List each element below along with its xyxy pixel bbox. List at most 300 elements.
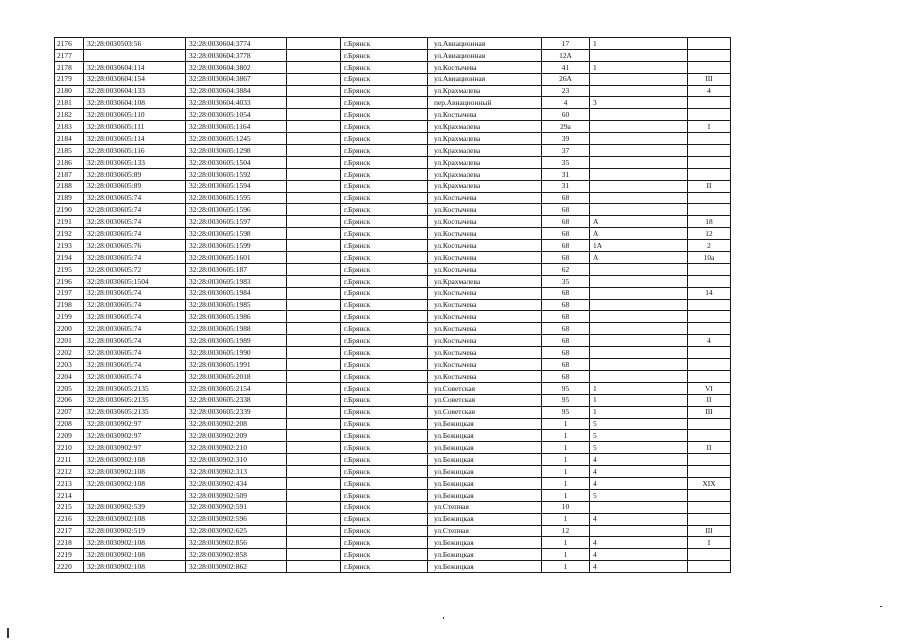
street-cell: ул.Костычева xyxy=(428,287,542,299)
object-cadastral-cell: 32:28:0030605:1991 xyxy=(186,359,287,371)
object-cadastral-cell: 32:28:0030605:1990 xyxy=(186,347,287,359)
city-cell: г.Брянск xyxy=(341,537,428,549)
empty-cell xyxy=(287,180,341,192)
house-number-cell: 4 xyxy=(542,97,590,109)
apartment-cell xyxy=(688,97,731,109)
row-number-cell: 2193 xyxy=(55,240,84,252)
empty-cell xyxy=(287,252,341,264)
apartment-cell xyxy=(688,192,731,204)
table-row xyxy=(55,97,731,109)
house-number-cell: 1 xyxy=(542,430,590,442)
house-number-cell: 68 xyxy=(542,228,590,240)
apartment-cell: 18 xyxy=(688,216,731,228)
object-cadastral-cell: 32:28:0030902:596 xyxy=(186,513,287,525)
scan-mark xyxy=(7,628,9,638)
city-cell: г.Брянск xyxy=(341,61,428,73)
city-cell: г.Брянск xyxy=(341,454,428,466)
house-number-cell: 1 xyxy=(542,442,590,454)
apartment-cell: 4 xyxy=(688,85,731,97)
object-cadastral-cell: 32:28:0030605:1986 xyxy=(186,311,287,323)
apartment-cell xyxy=(688,347,731,359)
building-letter-cell xyxy=(590,121,688,133)
row-number-cell: 2191 xyxy=(55,216,84,228)
table-row xyxy=(55,49,731,61)
table-row xyxy=(55,454,731,466)
empty-cell xyxy=(287,156,341,168)
apartment-cell: 4 xyxy=(688,335,731,347)
building-letter-cell: 4 xyxy=(590,561,688,573)
row-number-cell: 2186 xyxy=(55,156,84,168)
row-number-cell: 2208 xyxy=(55,418,84,430)
building-letter-cell xyxy=(590,85,688,97)
house-number-cell: 12А xyxy=(542,49,590,61)
city-cell: г.Брянск xyxy=(341,192,428,204)
table-row xyxy=(55,382,731,394)
street-cell: ул.Степная xyxy=(428,501,542,513)
empty-cell xyxy=(287,382,341,394)
object-cadastral-cell: 32:28:0030902:209 xyxy=(186,430,287,442)
parcel-cadastral-cell: 32:28:0030605:72 xyxy=(84,263,186,275)
row-number-cell: 2179 xyxy=(55,73,84,85)
object-cadastral-cell: 32:28:0030604:3774 xyxy=(186,38,287,50)
row-number-cell: 2178 xyxy=(55,61,84,73)
empty-cell xyxy=(287,489,341,501)
row-number-cell: 2188 xyxy=(55,180,84,192)
parcel-cadastral-cell: 32:28:0030605:74 xyxy=(84,228,186,240)
street-cell: ул.Костычева xyxy=(428,263,542,275)
table-row xyxy=(55,121,731,133)
empty-cell xyxy=(287,192,341,204)
object-cadastral-cell: 32:28:0030605:1597 xyxy=(186,216,287,228)
building-letter-cell: 4 xyxy=(590,454,688,466)
building-letter-cell: 4 xyxy=(590,549,688,561)
parcel-cadastral-cell: 32:28:0030902:97 xyxy=(84,430,186,442)
apartment-cell: I xyxy=(688,537,731,549)
table-row xyxy=(55,263,731,275)
table-row xyxy=(55,275,731,287)
city-cell: г.Брянск xyxy=(341,121,428,133)
parcel-cadastral-cell: 32:28:0030605:111 xyxy=(84,121,186,133)
row-number-cell: 2209 xyxy=(55,430,84,442)
street-cell: ул.Бежицкая xyxy=(428,513,542,525)
object-cadastral-cell: 32:28:0030605:1595 xyxy=(186,192,287,204)
city-cell: г.Брянск xyxy=(341,49,428,61)
house-number-cell: 1 xyxy=(542,477,590,489)
building-letter-cell: 5 xyxy=(590,489,688,501)
parcel-cadastral-cell: 32:28:0030605:74 xyxy=(84,323,186,335)
city-cell: г.Брянск xyxy=(341,525,428,537)
apartment-cell: 12 xyxy=(688,228,731,240)
apartment-cell xyxy=(688,561,731,573)
parcel-cadastral-cell: 32:28:0030902:97 xyxy=(84,442,186,454)
empty-cell xyxy=(287,561,341,573)
city-cell: г.Брянск xyxy=(341,513,428,525)
apartment-cell: II xyxy=(688,394,731,406)
street-cell: ул.Бежицкая xyxy=(428,549,542,561)
house-number-cell: 1 xyxy=(542,513,590,525)
building-letter-cell xyxy=(590,525,688,537)
apartment-cell xyxy=(688,133,731,145)
parcel-cadastral-cell: 32:28:0030604:108 xyxy=(84,97,186,109)
empty-cell xyxy=(287,109,341,121)
table-row xyxy=(55,489,731,501)
table-row xyxy=(55,311,731,323)
apartment-cell xyxy=(688,275,731,287)
house-number-cell: 35 xyxy=(542,275,590,287)
object-cadastral-cell: 32:28:0030902:310 xyxy=(186,454,287,466)
house-number-cell: 68 xyxy=(542,240,590,252)
city-cell: г.Брянск xyxy=(341,418,428,430)
city-cell: г.Брянск xyxy=(341,394,428,406)
empty-cell xyxy=(287,216,341,228)
parcel-cadastral-cell: 32:28:0030605:76 xyxy=(84,240,186,252)
city-cell: г.Брянск xyxy=(341,228,428,240)
street-cell: ул.Авиационная xyxy=(428,73,542,85)
object-cadastral-cell: 32:28:0030605:1601 xyxy=(186,252,287,264)
apartment-cell xyxy=(688,299,731,311)
street-cell: ул.Бежицкая xyxy=(428,477,542,489)
empty-cell xyxy=(287,168,341,180)
street-cell: ул.Костычева xyxy=(428,370,542,382)
house-number-cell: 1 xyxy=(542,418,590,430)
empty-cell xyxy=(287,97,341,109)
empty-cell xyxy=(287,537,341,549)
parcel-cadastral-cell: 32:28:0030902:108 xyxy=(84,537,186,549)
street-cell: ул.Костычева xyxy=(428,192,542,204)
street-cell: ул.Костычева xyxy=(428,359,542,371)
street-cell: ул.Костычева xyxy=(428,335,542,347)
house-number-cell: 35 xyxy=(542,156,590,168)
empty-cell xyxy=(287,49,341,61)
building-letter-cell: 4 xyxy=(590,466,688,478)
street-cell: ул.Авиационная xyxy=(428,49,542,61)
house-number-cell: 68 xyxy=(542,370,590,382)
parcel-cadastral-cell: 32:28:0030605:74 xyxy=(84,192,186,204)
object-cadastral-cell: 32:28:0030605:1988 xyxy=(186,323,287,335)
empty-cell xyxy=(287,85,341,97)
empty-cell xyxy=(287,359,341,371)
table-row xyxy=(55,323,731,335)
house-number-cell: 68 xyxy=(542,216,590,228)
parcel-cadastral-cell: 32:28:0030605:89 xyxy=(84,168,186,180)
object-cadastral-cell: 32:28:0030604:3884 xyxy=(186,85,287,97)
empty-cell xyxy=(287,513,341,525)
building-letter-cell: 5 xyxy=(590,442,688,454)
street-cell: ул.Советская xyxy=(428,406,542,418)
empty-cell xyxy=(287,73,341,85)
house-number-cell: 39 xyxy=(542,133,590,145)
house-number-cell: 23 xyxy=(542,85,590,97)
apartment-cell xyxy=(688,359,731,371)
table-row xyxy=(55,418,731,430)
city-cell: г.Брянск xyxy=(341,323,428,335)
table-row xyxy=(55,477,731,489)
building-letter-cell xyxy=(590,49,688,61)
house-number-cell: 68 xyxy=(542,347,590,359)
object-cadastral-cell: 32:28:0030902:434 xyxy=(186,477,287,489)
object-cadastral-cell: 32:28:0030605:2018 xyxy=(186,370,287,382)
empty-cell xyxy=(287,477,341,489)
row-number-cell: 2220 xyxy=(55,561,84,573)
object-cadastral-cell: 32:28:0030604:4033 xyxy=(186,97,287,109)
apartment-cell xyxy=(688,61,731,73)
house-number-cell: 68 xyxy=(542,192,590,204)
row-number-cell: 2177 xyxy=(55,49,84,61)
row-number-cell: 2183 xyxy=(55,121,84,133)
empty-cell xyxy=(287,442,341,454)
street-cell: ул.Костычева xyxy=(428,252,542,264)
city-cell: г.Брянск xyxy=(341,85,428,97)
building-letter-cell xyxy=(590,180,688,192)
empty-cell xyxy=(287,38,341,50)
row-number-cell: 2198 xyxy=(55,299,84,311)
apartment-cell xyxy=(688,156,731,168)
parcel-cadastral-cell: 32:28:0030605:74 xyxy=(84,311,186,323)
street-cell: ул.Крахмалева xyxy=(428,168,542,180)
house-number-cell: 1 xyxy=(542,466,590,478)
parcel-cadastral-cell: 32:28:0030902:108 xyxy=(84,477,186,489)
street-cell: ул.Советская xyxy=(428,382,542,394)
street-cell: ул.Костычева xyxy=(428,323,542,335)
parcel-cadastral-cell: 32:28:0030605:74 xyxy=(84,204,186,216)
street-cell: ул.Бежицкая xyxy=(428,466,542,478)
parcel-cadastral-cell: 32:28:0030605:110 xyxy=(84,109,186,121)
city-cell: г.Брянск xyxy=(341,370,428,382)
row-number-cell: 2196 xyxy=(55,275,84,287)
table-row xyxy=(55,85,731,97)
table-body xyxy=(55,38,731,573)
parcel-cadastral-cell: 32:28:0030503:56 xyxy=(84,38,186,50)
empty-cell xyxy=(287,370,341,382)
object-cadastral-cell: 32:28:0030902:208 xyxy=(186,418,287,430)
house-number-cell: 37 xyxy=(542,145,590,157)
table-row xyxy=(55,406,731,418)
city-cell: г.Брянск xyxy=(341,38,428,50)
street-cell: ул.Степная xyxy=(428,525,542,537)
apartment-cell xyxy=(688,430,731,442)
table-row xyxy=(55,442,731,454)
street-cell: ул.Бежицкая xyxy=(428,430,542,442)
street-cell: ул.Костычева xyxy=(428,61,542,73)
parcel-cadastral-cell: 32:28:0030902:108 xyxy=(84,549,186,561)
building-letter-cell xyxy=(590,204,688,216)
object-cadastral-cell: 32:28:0030605:1598 xyxy=(186,228,287,240)
city-cell: г.Брянск xyxy=(341,359,428,371)
house-number-cell: 1 xyxy=(542,537,590,549)
object-cadastral-cell: 32:28:0030902:858 xyxy=(186,549,287,561)
parcel-cadastral-cell: 32:28:0030605:1504 xyxy=(84,275,186,287)
empty-cell xyxy=(287,275,341,287)
building-letter-cell xyxy=(590,145,688,157)
empty-cell xyxy=(287,549,341,561)
city-cell: г.Брянск xyxy=(341,156,428,168)
empty-cell xyxy=(287,240,341,252)
street-cell: пер.Авиационный xyxy=(428,97,542,109)
row-number-cell: 2204 xyxy=(55,370,84,382)
table-row xyxy=(55,240,731,252)
house-number-cell: 31 xyxy=(542,180,590,192)
city-cell: г.Брянск xyxy=(341,406,428,418)
empty-cell xyxy=(287,454,341,466)
parcel-cadastral-cell: 32:28:0030605:74 xyxy=(84,370,186,382)
object-cadastral-cell: 32:28:0030605:1599 xyxy=(186,240,287,252)
building-letter-cell: 5 xyxy=(590,418,688,430)
city-cell: г.Брянск xyxy=(341,180,428,192)
table-row xyxy=(55,561,731,573)
parcel-cadastral-cell: 32:28:0030605:2135 xyxy=(84,382,186,394)
building-letter-cell xyxy=(590,299,688,311)
building-letter-cell xyxy=(590,73,688,85)
object-cadastral-cell: 32:28:0030605:1984 xyxy=(186,287,287,299)
building-letter-cell: 1 xyxy=(590,394,688,406)
city-cell: г.Брянск xyxy=(341,561,428,573)
house-number-cell: 1 xyxy=(542,454,590,466)
row-number-cell: 2189 xyxy=(55,192,84,204)
house-number-cell: 12 xyxy=(542,525,590,537)
table-row xyxy=(55,192,731,204)
row-number-cell: 2216 xyxy=(55,513,84,525)
object-cadastral-cell: 32:28:0030605:1164 xyxy=(186,121,287,133)
table-row xyxy=(55,430,731,442)
object-cadastral-cell: 32:28:0030902:313 xyxy=(186,466,287,478)
parcel-cadastral-cell: 32:28:0030902:519 xyxy=(84,525,186,537)
row-number-cell: 2182 xyxy=(55,109,84,121)
house-number-cell: 68 xyxy=(542,323,590,335)
house-number-cell: 60 xyxy=(542,109,590,121)
building-letter-cell: 1 xyxy=(590,61,688,73)
object-cadastral-cell: 32:28:0030902:591 xyxy=(186,501,287,513)
city-cell: г.Брянск xyxy=(341,275,428,287)
object-cadastral-cell: 32:28:0030902:856 xyxy=(186,537,287,549)
parcel-cadastral-cell: 32:28:0030902:108 xyxy=(84,454,186,466)
row-number-cell: 2185 xyxy=(55,145,84,157)
apartment-cell: III xyxy=(688,525,731,537)
table-row xyxy=(55,525,731,537)
building-letter-cell xyxy=(590,287,688,299)
city-cell: г.Брянск xyxy=(341,252,428,264)
empty-cell xyxy=(287,394,341,406)
house-number-cell: 17 xyxy=(542,38,590,50)
row-number-cell: 2215 xyxy=(55,501,84,513)
building-letter-cell: 4 xyxy=(590,537,688,549)
building-letter-cell xyxy=(590,133,688,145)
apartment-cell xyxy=(688,418,731,430)
parcel-cadastral-cell: 32:28:0030605:74 xyxy=(84,335,186,347)
parcel-cadastral-cell: 32:28:0030605:74 xyxy=(84,299,186,311)
table-row xyxy=(55,216,731,228)
city-cell: г.Брянск xyxy=(341,145,428,157)
building-letter-cell: 1 xyxy=(590,382,688,394)
scan-dot xyxy=(880,606,882,607)
street-cell: ул.Крахмалева xyxy=(428,180,542,192)
street-cell: ул.Крахмалева xyxy=(428,85,542,97)
parcel-cadastral-cell: 32:28:0030605:74 xyxy=(84,252,186,264)
city-cell: г.Брянск xyxy=(341,311,428,323)
empty-cell xyxy=(287,133,341,145)
table-row xyxy=(55,466,731,478)
row-number-cell: 2203 xyxy=(55,359,84,371)
row-number-cell: 2201 xyxy=(55,335,84,347)
apartment-cell xyxy=(688,311,731,323)
apartment-cell xyxy=(688,263,731,275)
table-row xyxy=(55,156,731,168)
table-row xyxy=(55,145,731,157)
street-cell: ул.Советская xyxy=(428,394,542,406)
building-letter-cell: 4 xyxy=(590,513,688,525)
empty-cell xyxy=(287,418,341,430)
object-cadastral-cell: 32:28:0030902:210 xyxy=(186,442,287,454)
parcel-cadastral-cell: 32:28:0030605:74 xyxy=(84,359,186,371)
apartment-cell: 14 xyxy=(688,287,731,299)
parcel-cadastral-cell: 32:28:0030902:108 xyxy=(84,466,186,478)
building-letter-cell xyxy=(590,359,688,371)
street-cell: ул.Костычева xyxy=(428,228,542,240)
row-number-cell: 2219 xyxy=(55,549,84,561)
house-number-cell: 10 xyxy=(542,501,590,513)
table-row xyxy=(55,180,731,192)
row-number-cell: 2210 xyxy=(55,442,84,454)
street-cell: ул.Костычева xyxy=(428,299,542,311)
row-number-cell: 2190 xyxy=(55,204,84,216)
row-number-cell: 2180 xyxy=(55,85,84,97)
empty-cell xyxy=(287,406,341,418)
house-number-cell: 1 xyxy=(542,549,590,561)
parcel-cadastral-cell xyxy=(84,489,186,501)
city-cell: г.Брянск xyxy=(341,549,428,561)
building-letter-cell: А xyxy=(590,228,688,240)
object-cadastral-cell: 32:28:0030605:1592 xyxy=(186,168,287,180)
parcel-cadastral-cell: 32:28:0030605:114 xyxy=(84,133,186,145)
apartment-cell: XIX xyxy=(688,477,731,489)
row-number-cell: 2214 xyxy=(55,489,84,501)
apartment-cell: II xyxy=(688,442,731,454)
empty-cell xyxy=(287,501,341,513)
parcel-cadastral-cell: 32:28:0030605:2135 xyxy=(84,394,186,406)
city-cell: г.Брянск xyxy=(341,501,428,513)
row-number-cell: 2213 xyxy=(55,477,84,489)
parcel-cadastral-cell xyxy=(84,49,186,61)
building-letter-cell xyxy=(590,156,688,168)
house-number-cell: 95 xyxy=(542,394,590,406)
parcel-cadastral-cell: 32:28:0030605:89 xyxy=(84,180,186,192)
street-cell: ул.Бежицкая xyxy=(428,537,542,549)
empty-cell xyxy=(287,287,341,299)
apartment-cell xyxy=(688,168,731,180)
street-cell: ул.Крахмалева xyxy=(428,145,542,157)
table-row xyxy=(55,537,731,549)
city-cell: г.Брянск xyxy=(341,489,428,501)
street-cell: ул.Бежицкая xyxy=(428,442,542,454)
apartment-cell xyxy=(688,501,731,513)
table-row xyxy=(55,501,731,513)
building-letter-cell: 4 xyxy=(590,477,688,489)
empty-cell xyxy=(287,525,341,537)
building-letter-cell: А xyxy=(590,252,688,264)
empty-cell xyxy=(287,347,341,359)
empty-cell xyxy=(287,145,341,157)
object-cadastral-cell: 32:28:0030604:3802 xyxy=(186,61,287,73)
apartment-cell xyxy=(688,513,731,525)
street-cell: ул.Костычева xyxy=(428,109,542,121)
apartment-cell xyxy=(688,145,731,157)
table-row xyxy=(55,370,731,382)
street-cell: ул.Бежицкая xyxy=(428,418,542,430)
apartment-cell xyxy=(688,38,731,50)
apartment-cell xyxy=(688,549,731,561)
apartment-cell xyxy=(688,49,731,61)
city-cell: г.Брянск xyxy=(341,466,428,478)
row-number-cell: 2199 xyxy=(55,311,84,323)
